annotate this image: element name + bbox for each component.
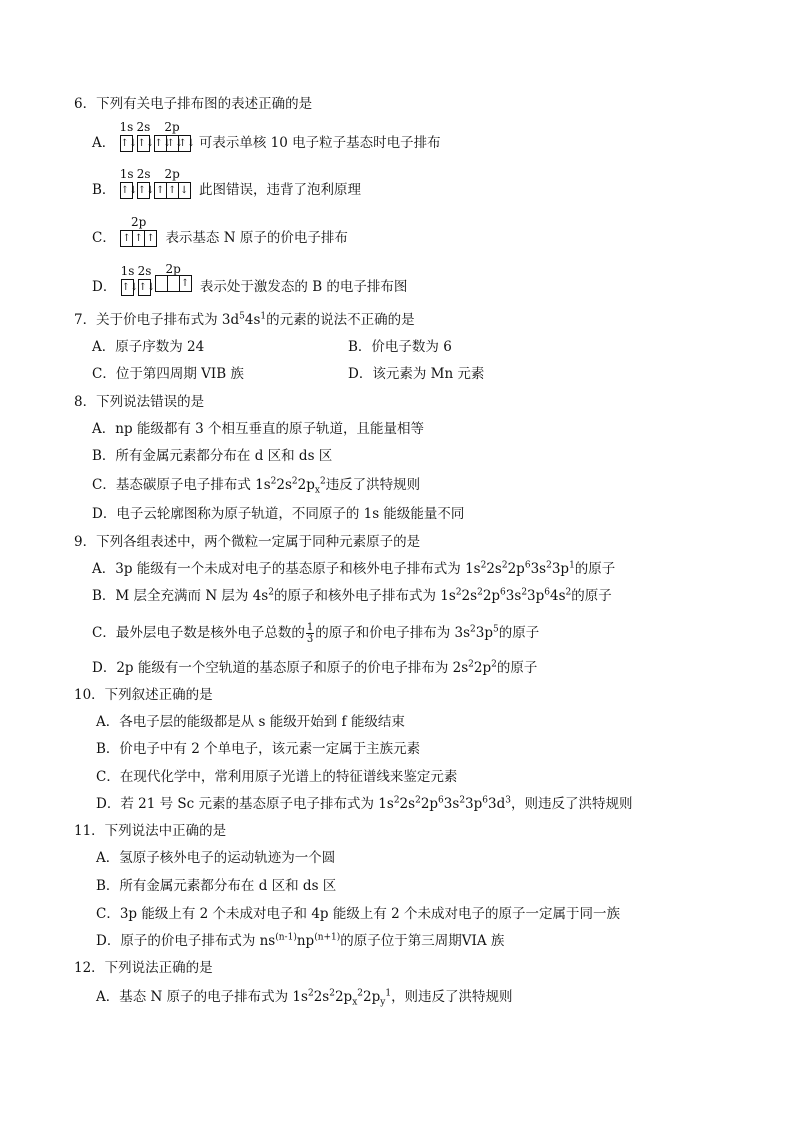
orbital-group bbox=[120, 215, 157, 247]
orbital-group bbox=[154, 167, 191, 199]
orbital-label: 2s bbox=[136, 167, 151, 181]
q6-d-text: 表示处于激发态的 B 的电子排布图 bbox=[199, 279, 408, 295]
electron-configuration: $1s^22s^22p^63s^23p^63d^3$ bbox=[378, 795, 511, 812]
orbital-label: 1s bbox=[120, 264, 135, 278]
orbital-box: ↑↓ bbox=[120, 138, 138, 149]
q11-option-b[interactable]: B．所有金属元素都分布在 d 区和 ds 区 bbox=[96, 878, 337, 894]
q6-d-orbital-diagram bbox=[120, 262, 196, 295]
q9-stem: 9．下列各组表述中，两个微粒一定属于同种元素原子的是 bbox=[74, 534, 421, 550]
orbital-box: ↑ bbox=[180, 278, 190, 289]
orbital-label: 1s bbox=[119, 120, 134, 134]
q6-c-text: 表示基态 N 原子的价电子排布 bbox=[165, 230, 348, 246]
orbital-box: ↑↓ bbox=[166, 138, 184, 149]
orbital-box: ↑↓ bbox=[137, 185, 155, 196]
q6-c-letter: C． bbox=[92, 230, 116, 246]
orbital-box: ↑↓ bbox=[121, 282, 139, 293]
q6-option-c[interactable] bbox=[92, 215, 348, 247]
q6-option-d[interactable] bbox=[92, 262, 408, 296]
q9-option-a[interactable]: A．3p 能级有一个未成对电子的基态原子和核外电子排布式为 $1s^22s^22p^63s^23p^1$的原子 bbox=[92, 560, 616, 577]
orbital-box: ↑↓ bbox=[178, 138, 196, 149]
q8-option-c[interactable]: C．基态碳原子电子排布式 $1s^22s^22p_x^2$违反了洪特规则 bbox=[92, 476, 421, 496]
q7-option-c[interactable]: C．位于第四周期 VIB 族 bbox=[92, 366, 244, 382]
orbital-group bbox=[119, 167, 138, 199]
orbital-box: ↓ bbox=[180, 185, 189, 196]
q6-a-orbital-diagram bbox=[119, 120, 196, 151]
orbital-box: ↑ bbox=[133, 231, 145, 246]
orbital-group bbox=[136, 120, 155, 152]
orbital-label: 2p bbox=[165, 262, 181, 276]
orbital-group bbox=[137, 264, 156, 296]
orbital-label: 2p bbox=[130, 215, 147, 229]
q10-option-c[interactable]: C．在现代化学中，常利用原子光谱上的特征谱线来鉴定元素 bbox=[96, 769, 458, 785]
q6-c-orbital-diagram bbox=[120, 215, 161, 246]
orbital-box bbox=[168, 276, 180, 291]
orbital-box: ↑ bbox=[167, 183, 179, 198]
orbital-group bbox=[155, 262, 192, 296]
orbital-group bbox=[136, 167, 155, 199]
electron-configuration: $1s^22s^22p^63s^23p^64s^2$ bbox=[440, 587, 572, 604]
q10-option-d[interactable]: D．若 21 号 Sc 元素的基态原子电子排布式为 $1s^22s^22p^63s^23p^63d^3$，则违反了洪特规则 bbox=[96, 795, 633, 812]
q6-b-text: 此图错误，违背了泡利原理 bbox=[199, 182, 362, 198]
orbital-group bbox=[120, 264, 139, 296]
q9-option-c[interactable]: C．最外层电子数是核外电子总数的 $\frac{1}{3}$ 的原子和价电子排布为 $3s^23p^5$的原子 bbox=[92, 622, 540, 645]
orbital-label: 2s bbox=[136, 120, 151, 134]
q8-option-a[interactable]: A．np 能级都有 3 个相互垂直的原子轨道，且能量相等 bbox=[92, 421, 425, 437]
q6-b-letter: B． bbox=[92, 182, 116, 198]
orbital-box: ↑↓ bbox=[120, 185, 138, 196]
one-third-fraction: $\frac{1}{3}$ bbox=[306, 622, 314, 645]
q9-option-b[interactable]: B．M 层全充满而 N 层为 $4s^2$的原子和核外电子排布式为 $1s^22s^22p^63s^23p^64s^2$的原子 bbox=[92, 587, 612, 604]
q6-option-b[interactable] bbox=[92, 167, 362, 199]
orbital-box: ↑↓ bbox=[137, 138, 155, 149]
q10-option-b[interactable]: B．价电子中有 2 个单电子，该元素一定属于主族元素 bbox=[96, 741, 421, 757]
q6-option-a[interactable] bbox=[92, 120, 441, 152]
electron-configuration: $3s^23p^5$ bbox=[454, 624, 499, 641]
q11-stem: 11．下列说法中正确的是 bbox=[74, 823, 227, 839]
q6-b-orbital-diagram bbox=[119, 167, 195, 198]
q11-option-a[interactable]: A．氢原子核外电子的运动轨迹为一个圆 bbox=[96, 850, 336, 866]
q6-stem: 6．下列有关电子排布图的表述正确的是 bbox=[74, 96, 313, 112]
q8-option-b[interactable]: B．所有金属元素都分布在 d 区和 ds 区 bbox=[92, 448, 333, 464]
orbital-box: ↑↓ bbox=[154, 138, 172, 149]
q9-option-d[interactable]: D．2p 能级有一个空轨道的基态原子和原子的价电子排布为 $2s^22p^2$的原子 bbox=[92, 659, 538, 676]
q10-option-a[interactable]: A．各电子层的能级都是从 s 能级开始到 f 能级结束 bbox=[96, 714, 405, 730]
q8-stem: 8．下列说法错误的是 bbox=[74, 394, 205, 410]
orbital-group bbox=[154, 120, 196, 152]
q6-a-text: 可表示单核 10 电子粒子基态时电子排布 bbox=[198, 135, 441, 151]
q11-option-d[interactable]: D．原子的价电子排布式为 $ns^{(n-1)}np^{(n+1)}$的原子位于第三周期VIA 族 bbox=[96, 932, 505, 949]
q7-stem: 7．关于价电子排布式为 $3d^54s^1$的元素的说法不正确的是 bbox=[74, 311, 415, 328]
q6-a-letter: A． bbox=[92, 135, 116, 151]
q7-option-d[interactable]: D．该元素为 Mn 元素 bbox=[348, 366, 485, 382]
q12-stem: 12．下列说法正确的是 bbox=[74, 960, 213, 976]
orbital-group bbox=[119, 120, 138, 152]
orbital-label: 2p bbox=[164, 120, 180, 134]
q6-d-letter: D． bbox=[92, 279, 117, 295]
orbital-label: 1s bbox=[119, 167, 134, 181]
orbital-box: ↑↓ bbox=[138, 282, 156, 293]
q7-option-a[interactable]: A．原子序数为 24 bbox=[92, 339, 205, 355]
q12-option-a[interactable]: A．基态 N 原子的电子排布式为 $1s^22s^22p_x^22p_y^1$，则违反了洪特规则 bbox=[96, 988, 513, 1008]
q11-option-c[interactable]: C．3p 能级上有 2 个未成对电子和 4p 能级上有 2 个未成对电子的原子一定属于同一族 bbox=[96, 906, 621, 922]
orbital-box: ↑ bbox=[121, 231, 133, 246]
orbital-box: ↑ bbox=[155, 183, 167, 198]
orbital-box bbox=[156, 276, 168, 291]
q10-stem: 10．下列叙述正确的是 bbox=[74, 687, 213, 703]
q8-option-d[interactable]: D．电子云轮廓图称为原子轨道，不同原子的 1s 能级能量不同 bbox=[92, 506, 465, 522]
orbital-box: ↑ bbox=[146, 233, 155, 244]
q7-option-b[interactable]: B．价电子数为 6 bbox=[348, 339, 452, 355]
electron-configuration: $1s^22s^22p^63s^23p^1$ bbox=[465, 560, 575, 577]
electron-configuration: $2s^22p^2$ bbox=[452, 659, 497, 676]
orbital-label: 2s bbox=[137, 264, 152, 278]
orbital-label: 2p bbox=[164, 167, 180, 181]
